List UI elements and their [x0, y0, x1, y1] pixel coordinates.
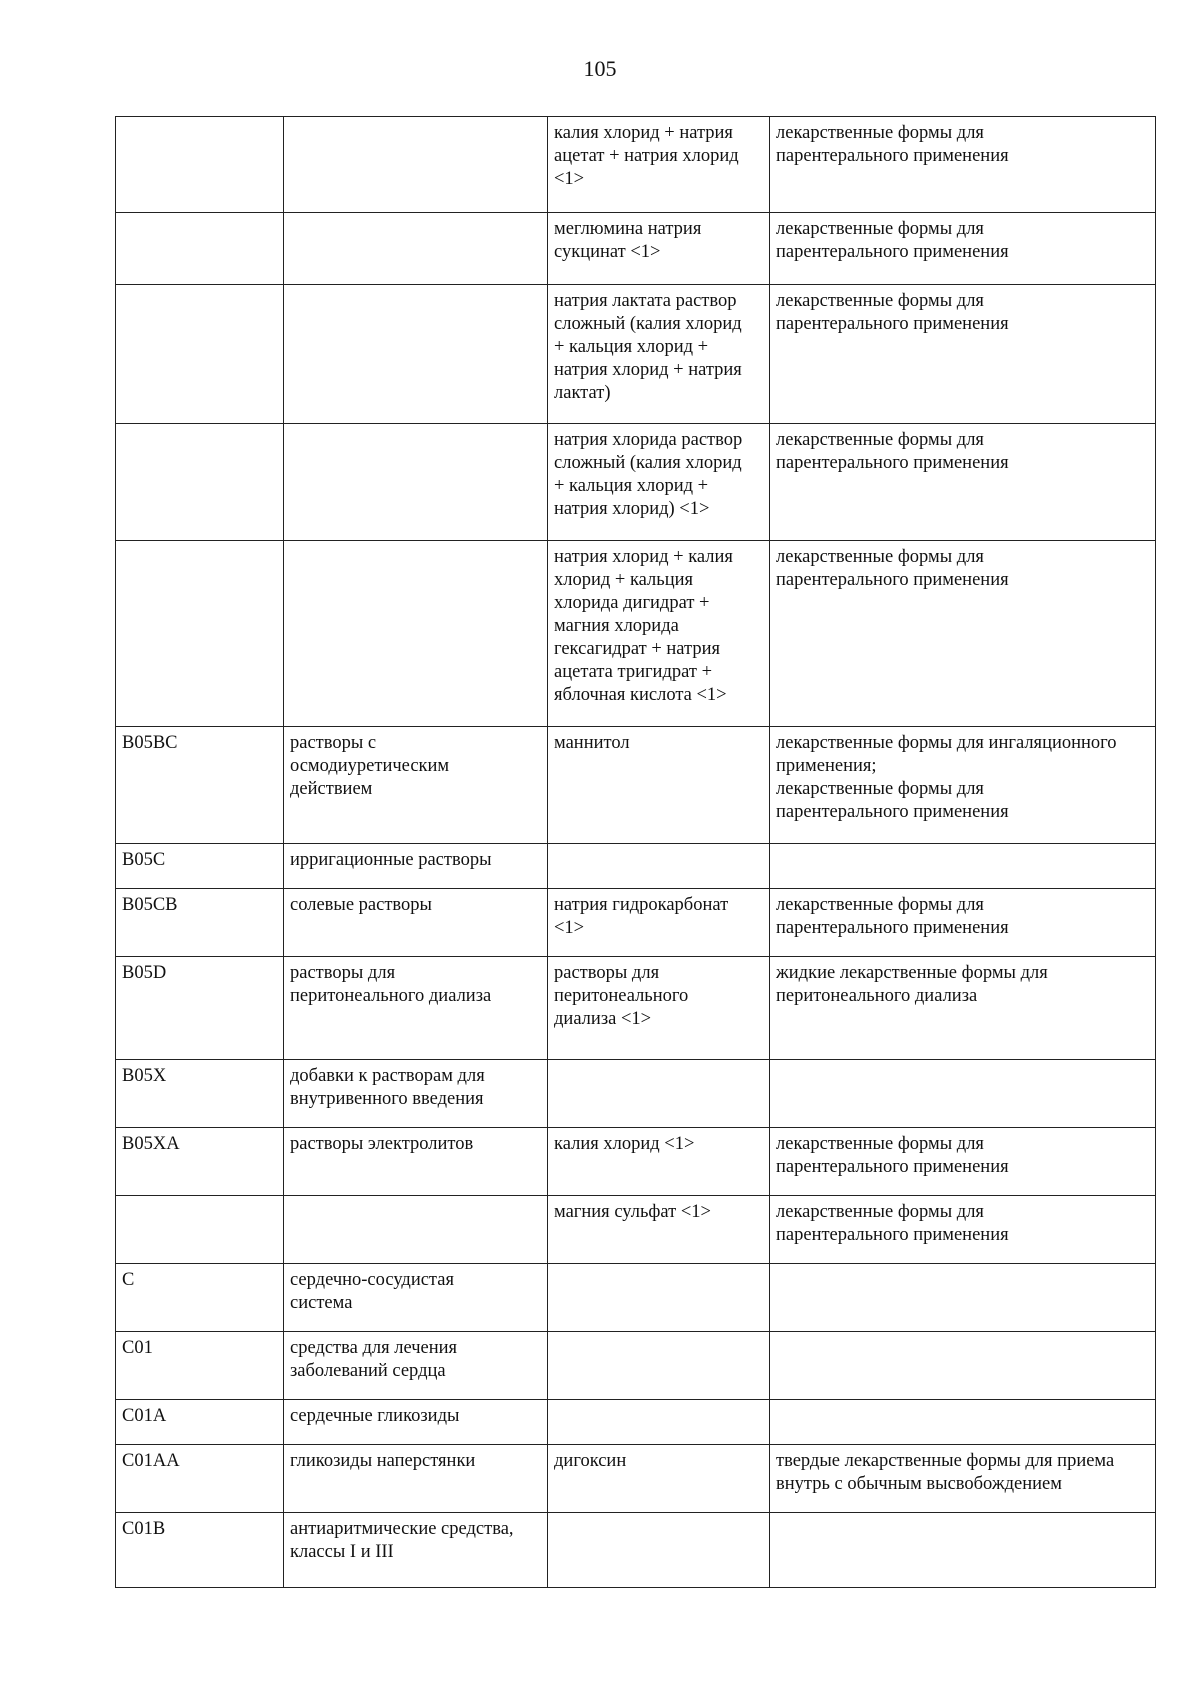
atc-code-cell: C01AA: [116, 1445, 284, 1513]
group-cell: добавки к растворам для внутривенного введения: [284, 1060, 548, 1128]
drug-cell: [548, 1400, 770, 1445]
group-cell: сердечно-сосудистая система: [284, 1264, 548, 1332]
group-cell: [284, 285, 548, 424]
drug-cell: [548, 1264, 770, 1332]
dosage-form-cell: лекарственные формы для парентерального применения: [770, 213, 1156, 285]
table-row: [116, 285, 1156, 424]
drug-cell: [548, 1332, 770, 1400]
atc-code-cell: [116, 285, 284, 424]
dosage-form-cell: жидкие лекарственные формы для перитонеального диализа: [770, 957, 1156, 1060]
dosage-form-cell: лекарственные формы для парентерального применения: [770, 1128, 1156, 1196]
table-row: [116, 213, 1156, 285]
table-row: [116, 1196, 1156, 1264]
group-cell: солевые растворы: [284, 889, 548, 957]
group-cell: антиаритмические средства, классы I и III: [284, 1513, 548, 1588]
dosage-form-cell: [770, 1060, 1156, 1128]
table-row: [116, 1513, 1156, 1588]
group-cell: сердечные гликозиды: [284, 1400, 548, 1445]
dosage-form-cell: [770, 1264, 1156, 1332]
dosage-form-cell: лекарственные формы для парентерального применения: [770, 1196, 1156, 1264]
table-row: [116, 1332, 1156, 1400]
table-row: [116, 117, 1156, 213]
dosage-form-cell: твердые лекарственные формы для приема внутрь с обычным высвобождением: [770, 1445, 1156, 1513]
group-cell: растворы для перитонеального диализа: [284, 957, 548, 1060]
atc-code-cell: [116, 1196, 284, 1264]
drug-cell: растворы для перитонеального диализа <1>: [548, 957, 770, 1060]
group-cell: [284, 213, 548, 285]
table-row: [116, 1128, 1156, 1196]
table-row: [116, 957, 1156, 1060]
drug-cell: [548, 1060, 770, 1128]
atc-code-cell: C01B: [116, 1513, 284, 1588]
dosage-form-cell: лекарственные формы для парентерального применения: [770, 117, 1156, 213]
dosage-form-cell: лекарственные формы для парентерального применения: [770, 424, 1156, 541]
table-row: [116, 1445, 1156, 1513]
group-cell: ирригационные растворы: [284, 844, 548, 889]
atc-code-cell: B05XA: [116, 1128, 284, 1196]
group-cell: [284, 117, 548, 213]
drug-cell: калия хлорид <1>: [548, 1128, 770, 1196]
atc-code-cell: B05D: [116, 957, 284, 1060]
drug-cell: меглюмина натрия сукцинат <1>: [548, 213, 770, 285]
drug-cell: натрия хлорида раствор сложный (калия хлорид + кальция хлорид + натрия хлорид) <1>: [548, 424, 770, 541]
group-cell: средства для лечения заболеваний сердца: [284, 1332, 548, 1400]
atc-code-cell: B05BC: [116, 727, 284, 844]
dosage-form-cell: лекарственные формы для парентерального применения: [770, 541, 1156, 727]
drug-cell: натрия лактата раствор сложный (калия хлорид + кальция хлорид + натрия хлорид + натрия лактат): [548, 285, 770, 424]
atc-code-cell: C: [116, 1264, 284, 1332]
atc-code-cell: [116, 424, 284, 541]
group-cell: [284, 424, 548, 541]
table-row: [116, 1264, 1156, 1332]
group-cell: [284, 541, 548, 727]
drug-cell: калия хлорид + натрия ацетат + натрия хлорид <1>: [548, 117, 770, 213]
dosage-form-cell: [770, 1400, 1156, 1445]
dosage-form-cell: [770, 1513, 1156, 1588]
dosage-form-cell: [770, 1332, 1156, 1400]
group-cell: гликозиды наперстянки: [284, 1445, 548, 1513]
drug-cell: [548, 844, 770, 889]
drug-cell: магния сульфат <1>: [548, 1196, 770, 1264]
atc-code-cell: [116, 117, 284, 213]
dosage-form-cell: [770, 844, 1156, 889]
drug-cell: дигоксин: [548, 1445, 770, 1513]
drug-cell: маннитол: [548, 727, 770, 844]
atc-code-cell: C01: [116, 1332, 284, 1400]
table-row: [116, 727, 1156, 844]
dosage-form-cell: лекарственные формы для парентерального применения: [770, 889, 1156, 957]
atc-code-cell: [116, 213, 284, 285]
dosage-form-cell: лекарственные формы для парентерального применения: [770, 285, 1156, 424]
drug-cell: натрия хлорид + калия хлорид + кальция хлорида дигидрат + магния хлорида гексагидрат + натрия ацетата тригидрат + яблочная кислота <1>: [548, 541, 770, 727]
group-cell: растворы с осмодиуретическим действием: [284, 727, 548, 844]
dosage-form-cell: лекарственные формы для ингаляционного применения; лекарственные формы для парентерального применения: [770, 727, 1156, 844]
atc-code-cell: C01A: [116, 1400, 284, 1445]
table-row: [116, 844, 1156, 889]
drug-table: [115, 116, 1156, 1588]
atc-code-cell: B05C: [116, 844, 284, 889]
table-row: [116, 541, 1156, 727]
page-number: 105: [583, 56, 617, 81]
atc-code-cell: [116, 541, 284, 727]
atc-code-cell: B05X: [116, 1060, 284, 1128]
group-cell: [284, 1196, 548, 1264]
drug-cell: натрия гидрокарбонат <1>: [548, 889, 770, 957]
atc-code-cell: B05CB: [116, 889, 284, 957]
table-row: [116, 424, 1156, 541]
table-row: [116, 1400, 1156, 1445]
group-cell: растворы электролитов: [284, 1128, 548, 1196]
drug-cell: [548, 1513, 770, 1588]
table-row: [116, 889, 1156, 957]
table-row: [116, 1060, 1156, 1128]
